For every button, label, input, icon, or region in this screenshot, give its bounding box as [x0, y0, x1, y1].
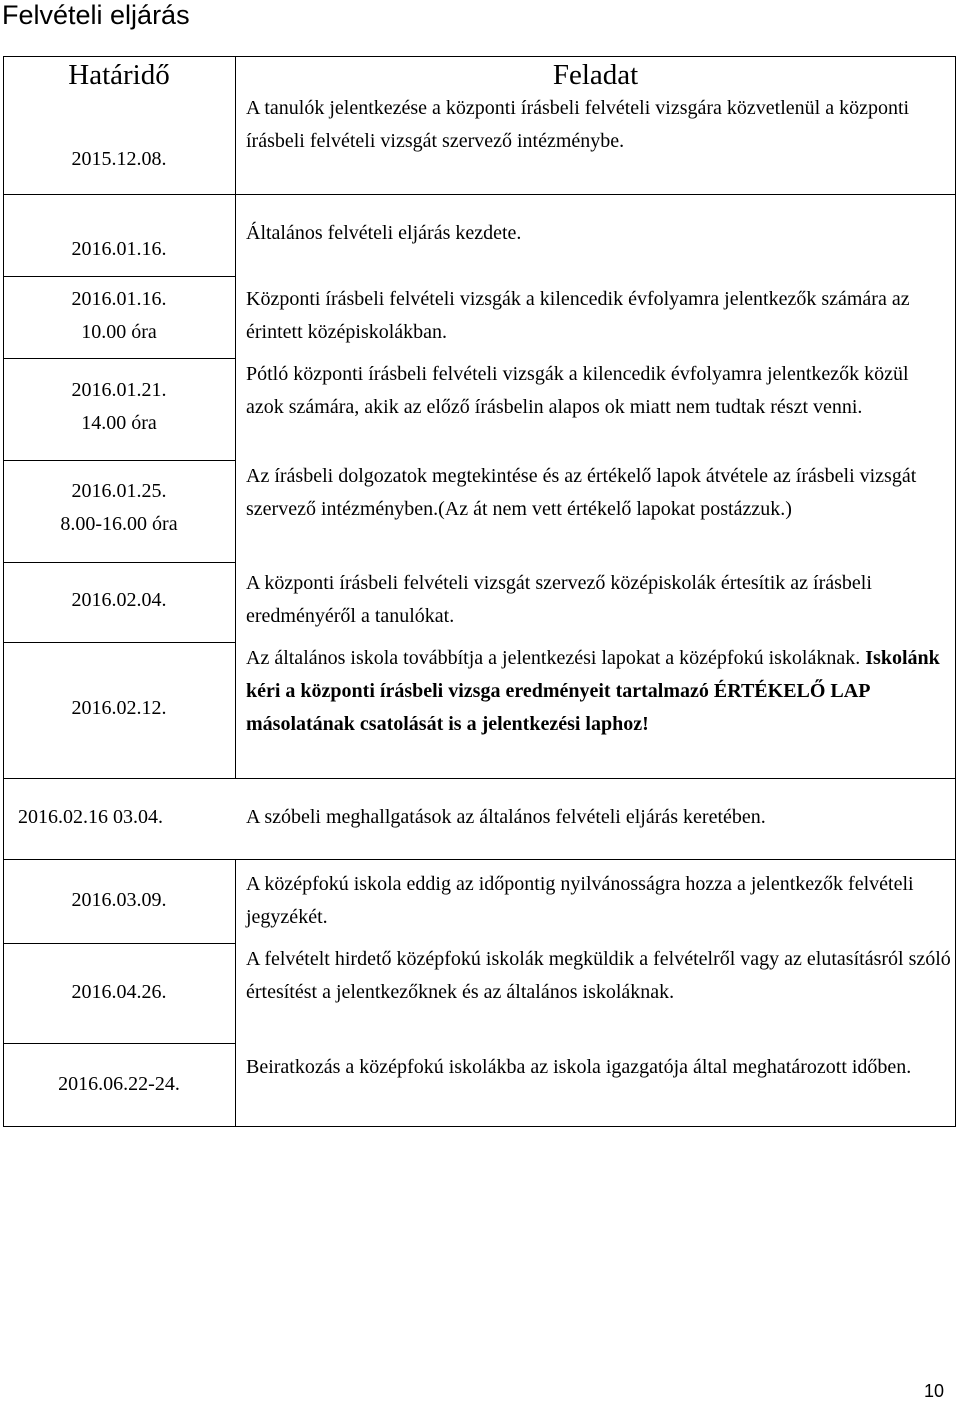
column-divider: [235, 56, 236, 778]
deadline-date: 2016.01.16.: [71, 288, 167, 310]
deadline-cell: 2016.06.22-24.: [58, 1073, 180, 1095]
row-divider: [235, 194, 956, 195]
deadline-cell: 2016.03.09.: [71, 889, 167, 911]
deadline-cell: [4, 283, 234, 349]
row-divider: [3, 460, 235, 461]
deadline-cell: 2016.02.16 03.04.: [18, 806, 163, 828]
deadline-cell: [4, 475, 234, 541]
header-deadline: Határidő: [68, 59, 170, 91]
deadline-date: 2016.01.25.: [71, 480, 167, 502]
deadline-cell: 2016.04.26.: [71, 981, 167, 1003]
row-divider: [3, 778, 956, 779]
row-divider: [3, 562, 235, 563]
deadline-cell: 2015.12.08.: [71, 148, 167, 170]
task-cell: Az írásbeli dolgozatok megtekintése és az értékelő lapok átvétele az írásbeli vizsgát szervező intézményben.(Az át nem vett értékelő lapokat postázzuk.): [246, 465, 917, 520]
task-cell: A szóbeli meghallgatások az általános felvételi eljárás keretében.: [246, 806, 766, 828]
task-cell: [246, 642, 951, 741]
page-number: 10: [924, 1381, 945, 1401]
task-cell: Pótló központi írásbeli felvételi vizsgák a kilencedik évfolyamra jelentkezők közül azok számára, akik az előző írásbelin alapos ok miatt nem tudtak részt venni.: [246, 363, 909, 418]
task-cell: A felvételt hirdető középfokú iskolák megküldik a felvételről vagy az elutasításról szóló értesítést a jelentkezőknek és az általános iskoláknak.: [246, 948, 951, 1003]
row-divider: [3, 642, 235, 643]
column-divider: [235, 859, 236, 1127]
task-cell: A tanulók jelentkezése a központi írásbeli felvételi vizsgára közvetlenül a központi írásbeli felvételi vizsgát szervező intézménybe.: [246, 97, 910, 152]
deadline-cell: 2016.02.12.: [71, 697, 167, 719]
deadline-date: 2016.01.21.: [71, 379, 167, 401]
deadline-cell: 2016.01.16.: [71, 238, 167, 260]
row-divider: [3, 358, 235, 359]
header-task: Feladat: [552, 59, 639, 91]
task-highlight: Iskolánk kéri a központi írásbeli vizsga eredményeit tartalmazó ÉRTÉKELŐ LAP másolatának csatolását is a jelentkezési laphoz!: [246, 647, 940, 735]
deadline-time: 10.00 óra: [81, 321, 157, 343]
row-divider: [3, 859, 956, 860]
deadline-cell: 2016.02.04.: [71, 589, 167, 611]
row-divider: [3, 276, 235, 277]
task-cell: Központi írásbeli felvételi vizsgák a kilencedik évfolyamra jelentkezők számára az érintett középiskolákban.: [246, 288, 910, 343]
deadline-time: 14.00 óra: [81, 412, 157, 434]
row-divider: [3, 194, 235, 195]
task-cell: A központi írásbeli felvételi vizsgát szervező középiskolák értesítik az írásbeli eredményéről a tanulókat.: [246, 572, 872, 627]
task-text: Az általános iskola továbbítja a jelentkezési lapokat a középfokú iskoláknak.: [246, 647, 861, 669]
task-cell: A középfokú iskola eddig az időpontig nyilvánosságra hozza a jelentkezők felvételi jegyzékét.: [246, 873, 914, 928]
row-divider: [3, 943, 235, 944]
deadline-time: 8.00-16.00 óra: [60, 513, 178, 535]
row-divider: [3, 1043, 235, 1044]
page-title: Felvételi eljárás: [2, 0, 190, 30]
task-cell: Beiratkozás a középfokú iskolákba az iskola igazgatója által meghatározott időben.: [246, 1056, 912, 1078]
deadline-cell: [4, 374, 234, 440]
task-cell: Általános felvételi eljárás kezdete.: [246, 222, 522, 244]
